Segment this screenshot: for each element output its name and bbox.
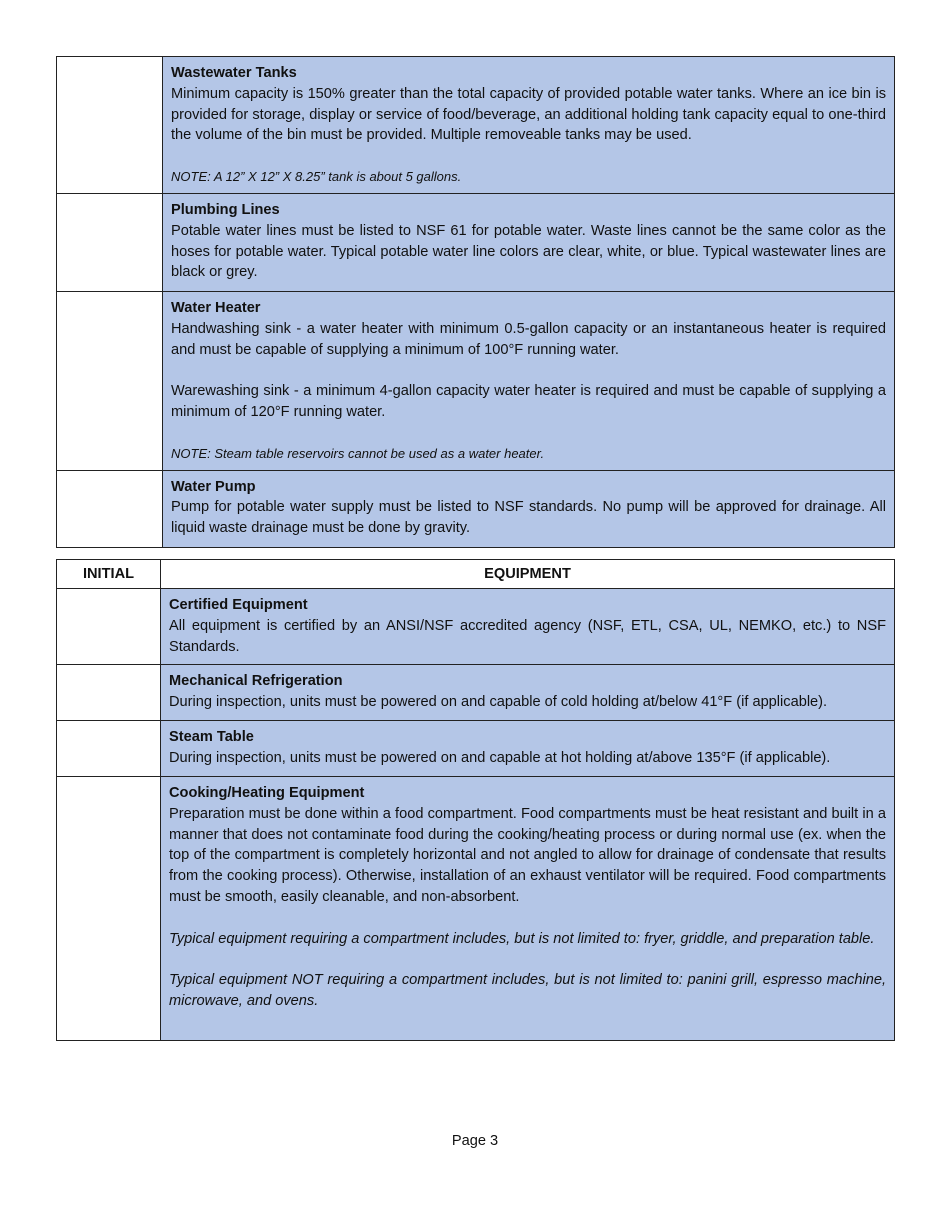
requirement-title: Plumbing Lines — [171, 201, 280, 218]
requirement-cell — [163, 57, 895, 194]
page-number: Page 3 — [451, 1133, 499, 1149]
requirement-text: During inspection, units must be powered on and capable at hot holding at/above 135°F (if applicable). — [169, 749, 831, 766]
table-row — [57, 589, 895, 665]
requirement-cell — [161, 665, 895, 721]
requirement-text: Preparation must be done within a food compartment. Food compartments must be heat resistant and built in a manner that does not contaminate food during the cooking/heating process or during normal use (ex. when the top of the compartment is completely horizontal and not angled to allow for drainage of condensate that results from the cooking process). Otherwise, installation of an exhaust ventilator will be required. Food compartments must be smooth, easily cleanable, and non-absorbent. — [169, 805, 886, 905]
requirement-title: Water Heater — [171, 299, 261, 316]
table-row — [57, 57, 895, 194]
requirement-text: Handwashing sink - a water heater with minimum 0.5-gallon capacity or an instantaneous heater is required and must be capable of supplying a minimum of 100°F running water. — [171, 320, 886, 358]
requirement-title: Mechanical Refrigeration — [169, 673, 343, 689]
table-row — [57, 291, 895, 470]
requirement-example-text: Typical equipment NOT requiring a compartment includes, but is not limited to: panini grill, espresso machine, microwave, and ovens. — [169, 972, 886, 1009]
requirement-text: Minimum capacity is 150% greater than the total capacity of provided potable water tanks. Where an ice bin is provided for storage, display or service of food/beverage, an additional holding tank capacity equal to one-third the volume of the bin must be provided. Multiple removeable tanks may be used. — [171, 85, 886, 144]
requirement-text: All equipment is certified by an ANSI/NSF accredited agency (NSF, ETL, CSA, UL, NEMKO, etc.) to NSF Standards. — [169, 617, 886, 655]
initial-cell[interactable] — [57, 589, 161, 665]
table-header-row — [57, 560, 895, 589]
requirement-cell — [161, 777, 895, 1041]
requirement-text: During inspection, units must be powered on and capable of cold holding at/below 41°F (if applicable). — [169, 693, 828, 710]
requirement-title: Steam Table — [169, 729, 254, 745]
table-row — [57, 665, 895, 721]
equipment-table — [56, 559, 895, 1041]
requirement-cell — [161, 721, 895, 777]
initial-column-header: INITIAL — [57, 560, 161, 589]
water-requirements-table — [56, 56, 895, 548]
requirement-title: Wastewater Tanks — [171, 65, 297, 81]
initial-cell[interactable] — [57, 470, 163, 547]
table-row — [57, 470, 895, 547]
requirement-cell — [163, 470, 895, 547]
requirement-cell — [163, 193, 895, 291]
requirement-note: NOTE: Steam table reservoirs cannot be used as a water heater. — [171, 445, 545, 461]
initial-cell[interactable] — [57, 57, 163, 194]
initial-cell[interactable] — [57, 291, 163, 470]
equipment-column-header: EQUIPMENT — [161, 560, 895, 589]
requirement-text: Potable water lines must be listed to NSF 61 for potable water. Waste lines cannot be the same color as the hoses for potable water. Typical potable water line colors are clear, white, or blue. Typical wastewater lines are black or grey. — [171, 222, 886, 281]
initial-cell[interactable] — [57, 721, 161, 777]
requirement-cell — [163, 291, 895, 470]
requirement-title: Water Pump — [171, 478, 256, 495]
table-row — [57, 777, 895, 1041]
table-row — [57, 193, 895, 291]
initial-cell[interactable] — [57, 777, 161, 1041]
table-row — [57, 721, 895, 777]
requirement-title: Cooking/Heating Equipment — [169, 785, 365, 801]
initial-cell[interactable] — [57, 665, 161, 721]
requirement-text: Pump for potable water supply must be listed to NSF standards. No pump will be approved for drainage. All liquid waste drainage must be done by gravity. — [171, 499, 886, 537]
requirement-title: Certified Equipment — [169, 597, 308, 613]
initial-cell[interactable] — [57, 193, 163, 291]
requirement-text-secondary: Warewashing sink - a minimum 4-gallon capacity water heater is required and must be capable of supplying a minimum of 120°F running water. — [171, 383, 886, 420]
requirement-cell — [161, 589, 895, 665]
requirement-example-text: Typical equipment requiring a compartment includes, but is not limited to: fryer, griddle, and preparation table. — [169, 930, 875, 947]
requirement-note: NOTE: A 12” X 12” X 8.25” tank is about 5 gallons. — [171, 168, 462, 184]
